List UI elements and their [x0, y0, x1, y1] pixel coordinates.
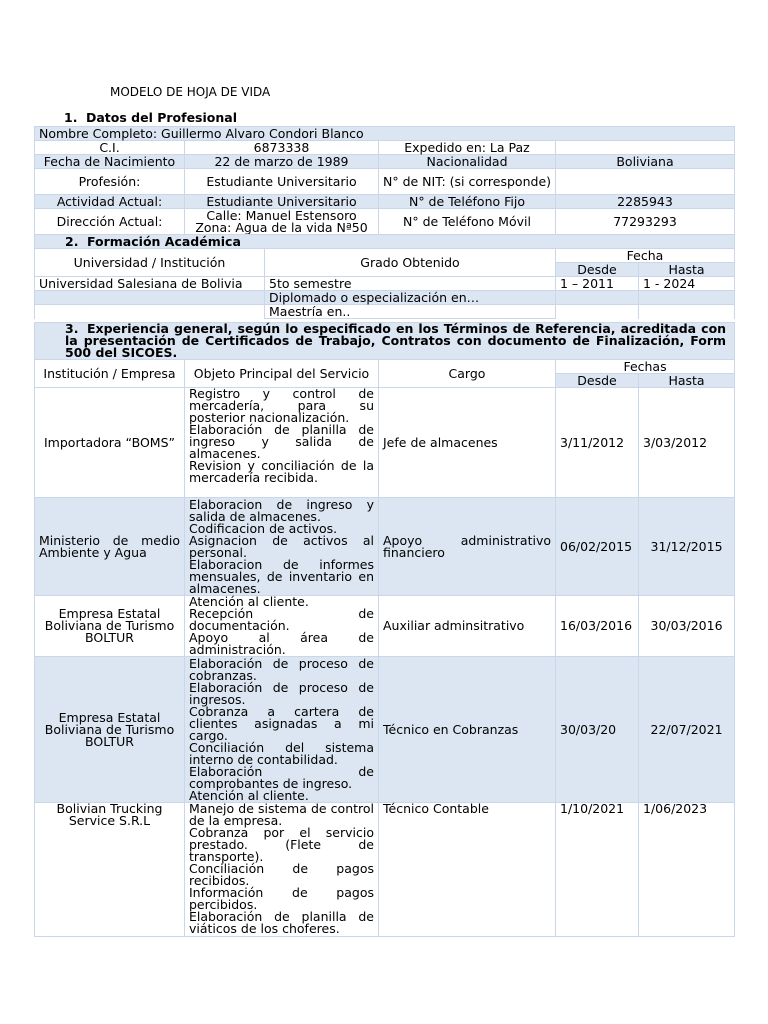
nationality-label: Nacionalidad	[379, 155, 556, 169]
degree-cell: Maestría en..	[265, 305, 556, 319]
personal-data-table	[34, 126, 735, 235]
full-name-row	[35, 127, 735, 141]
object-line: Asignacion de activos al personal.	[189, 532, 374, 560]
date-header: Fecha	[556, 249, 735, 263]
institution-cell: Empresa Estatal Boliviana de Turismo BOLTUR	[35, 657, 185, 803]
address-zone: Zona: Agua de la vida Nª50	[195, 219, 368, 235]
institution-header: Universidad / Institución	[35, 249, 265, 277]
section-1-number: 1.	[64, 110, 78, 125]
from-cell: 1/10/2021	[556, 803, 639, 937]
birthdate-value: 22 de marzo de 1989	[185, 155, 379, 169]
from-cell: 30/03/20	[556, 657, 639, 803]
issued-value	[556, 141, 735, 155]
object-line: Elaboracion de informes mensuales, de inventario en almacenes.	[189, 556, 374, 596]
object-line: Elaboración de proceso de ingresos.	[189, 679, 374, 707]
nit-value	[556, 169, 735, 195]
section-1-heading	[64, 110, 237, 125]
section-2-heading-row	[35, 235, 735, 249]
object-cell	[185, 596, 379, 657]
object-line: Elaboración de comprobantes de ingreso.	[189, 763, 374, 791]
nit-label: N° de NIT: (si corresponde)	[379, 169, 556, 195]
section-2-number: 2.	[65, 233, 79, 249]
institution-cell: Bolivian Trucking Service S.R.L	[35, 803, 185, 937]
object-line: Elaboración de planilla de ingreso y salida de almacenes.	[189, 422, 374, 461]
issued-label: Expedido en: La Paz	[379, 141, 556, 155]
role-cell: Técnico en Cobranzas	[379, 657, 556, 803]
section-2-heading	[35, 235, 735, 249]
institution-cell	[35, 291, 265, 305]
object-line: Atención al cliente.	[189, 787, 309, 803]
table-row	[35, 277, 735, 291]
full-name: Nombre Completo: Guillermo Alvaro Condori Blanco	[35, 127, 735, 141]
object-line: Información de pagos percibidos.	[189, 885, 374, 912]
mobile-label: N° de Teléfono Móvil	[379, 209, 556, 235]
object-line: Elaboración de proceso de cobranzas.	[189, 655, 374, 683]
institution-cell: Importadora “BOMS”	[35, 388, 185, 498]
object-line: Codificacion de activos.	[189, 520, 338, 536]
object-header: Objeto Principal del Servicio	[185, 360, 379, 388]
table-row	[35, 305, 735, 319]
object-line: Recepción de documentación.	[189, 606, 374, 633]
document-title: MODELO DE HOJA DE VIDA	[110, 85, 271, 99]
table-row	[35, 209, 735, 235]
section-3-heading-row	[35, 323, 735, 360]
table-row	[35, 291, 735, 305]
address-value	[185, 209, 379, 235]
object-cell	[185, 388, 379, 498]
table-row	[35, 195, 735, 209]
role-cell: Apoyo administrativo financiero	[379, 498, 556, 596]
institution-cell	[35, 305, 265, 319]
institution-cell: Ministerio de medio Ambiente y Agua	[35, 498, 185, 596]
from-cell	[556, 291, 639, 305]
object-line: Revision y conciliación de la mercadería recibida.	[189, 458, 374, 485]
to-cell	[639, 291, 735, 305]
section-1-title: Datos del Profesional	[86, 110, 237, 125]
role-header: Cargo	[379, 360, 556, 388]
nationality-value: Boliviana	[556, 155, 735, 169]
table-row	[35, 498, 735, 596]
object-line: Manejo de sistema de control de la empresa.	[189, 801, 374, 828]
table-row	[35, 596, 735, 657]
role-cell: Auxiliar adminsitrativo	[379, 596, 556, 657]
to-cell: 22/07/2021	[639, 657, 735, 803]
address-street: Calle: Manuel Estensoro	[206, 207, 357, 223]
activity-label: Actividad Actual:	[35, 195, 185, 209]
institution-header: Institución / Empresa	[35, 360, 185, 388]
degree-header: Grado Obtenido	[265, 249, 556, 277]
institution-cell: Universidad Salesiana de Bolivia	[35, 277, 265, 291]
activity-value: Estudiante Universitario	[185, 195, 379, 209]
to-header: Hasta	[639, 374, 735, 388]
to-cell: 30/03/2016	[639, 596, 735, 657]
address-label: Dirección Actual:	[35, 209, 185, 235]
role-cell: Jefe de almacenes	[379, 388, 556, 498]
degree-cell: Diplomado o especialización en…	[265, 291, 556, 305]
object-line: Apoyo al área de administración.	[189, 630, 374, 657]
to-cell: 31/12/2015	[639, 498, 735, 596]
role-cell: Técnico Contable	[379, 803, 556, 937]
to-cell: 1/06/2023	[639, 803, 735, 937]
from-header: Desde	[556, 263, 639, 277]
to-cell: 1 - 2024	[639, 277, 735, 291]
institution-cell: Empresa Estatal Boliviana de Turismo BOLTUR	[35, 596, 185, 657]
dates-header: Fechas	[556, 360, 735, 374]
profession-value: Estudiante Universitario	[185, 169, 379, 195]
ci-value: 6873338	[185, 141, 379, 155]
table-row	[35, 657, 735, 803]
object-cell	[185, 803, 379, 937]
from-cell: 16/03/2016	[556, 596, 639, 657]
to-cell	[639, 305, 735, 319]
table-row	[35, 388, 735, 498]
object-line: Atención al cliente.	[189, 594, 309, 609]
profession-label: Profesión:	[35, 169, 185, 195]
object-line: Cobranza a cartera de clientes asignadas a mi cargo.	[189, 703, 374, 743]
from-header: Desde	[556, 374, 639, 388]
to-header: Hasta	[639, 263, 735, 277]
from-cell: 06/02/2015	[556, 498, 639, 596]
table-row	[35, 169, 735, 195]
object-line: Cobranza por el servicio prestado. (Flete de transporte).	[189, 825, 374, 864]
phone-label: N° de Teléfono Fijo	[379, 195, 556, 209]
to-cell: 3/03/2012	[639, 388, 735, 498]
section-3-heading	[35, 323, 735, 360]
birthdate-label: Fecha de Nacimiento	[35, 155, 185, 169]
degree-cell: 5to semestre	[265, 277, 556, 291]
experience-header-row	[35, 360, 735, 374]
table-row	[35, 141, 735, 155]
object-line: Elaboracion de ingreso y salida de almacenes.	[189, 496, 374, 524]
education-header-row	[35, 249, 735, 263]
object-cell	[185, 657, 379, 803]
experience-table	[34, 322, 735, 937]
ci-label: C.I.	[35, 141, 185, 155]
object-cell	[185, 498, 379, 596]
section-3-title: Experiencia general, según lo especificado en los Términos de Referencia, acreditada con la presentación de Certificados de Trabajo, Contratos con documento de Finalización, Form 500 del SICOES.	[65, 321, 727, 360]
table-row	[35, 155, 735, 169]
table-row	[35, 803, 735, 937]
object-line: Conciliación de pagos recibidos.	[189, 861, 374, 888]
from-cell: 1 – 2011	[556, 277, 639, 291]
from-cell: 3/11/2012	[556, 388, 639, 498]
phone-value: 2285943	[556, 195, 735, 209]
education-table	[34, 234, 735, 319]
from-cell	[556, 305, 639, 319]
section-3-number: 3.	[65, 321, 79, 336]
section-2-title: Formación Académica	[87, 233, 241, 249]
mobile-value: 77293293	[556, 209, 735, 235]
object-line: Registro y control de mercadería, para su posterior nacionalización.	[189, 386, 374, 425]
object-line: Elaboración de planilla de viáticos de los choferes.	[189, 909, 374, 936]
object-line: Conciliación del sistema interno de contabilidad.	[189, 739, 374, 767]
